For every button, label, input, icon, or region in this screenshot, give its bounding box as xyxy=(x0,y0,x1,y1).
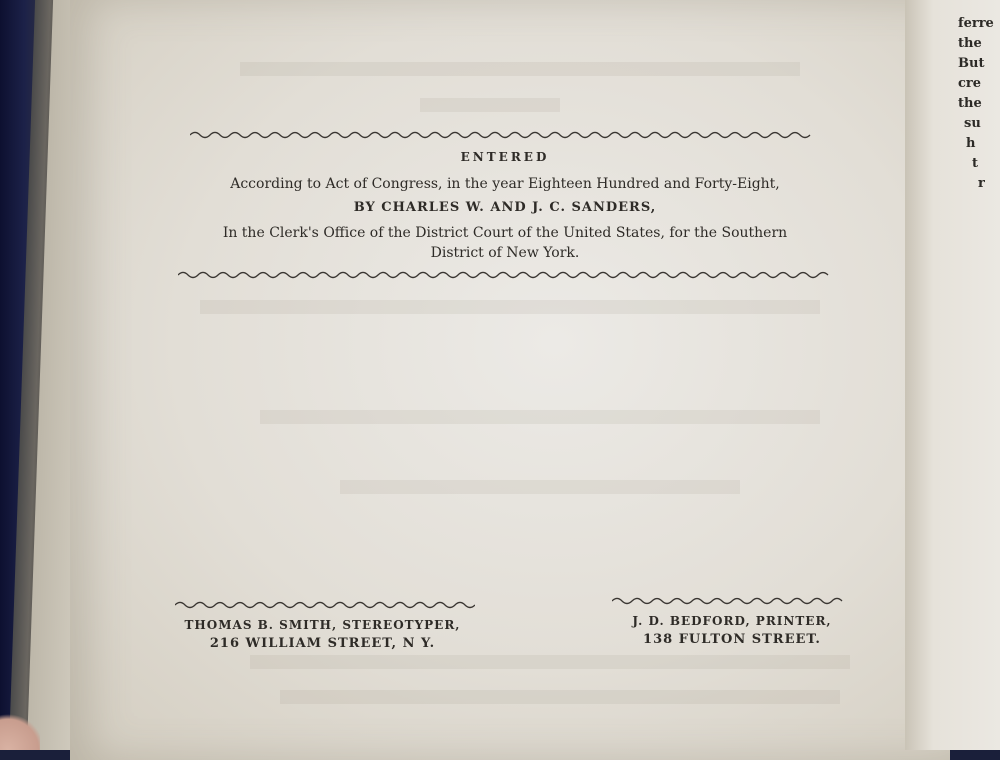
show-through xyxy=(260,410,820,424)
copyright-line-1: According to Act of Congress, in the year Eighteen Hundred and Forty-Eight, xyxy=(230,176,780,192)
show-through xyxy=(240,62,800,76)
facing-page-text xyxy=(958,0,994,194)
wavy-rule-footer-right xyxy=(612,596,844,606)
stereotyper-credit xyxy=(170,618,475,651)
facing-text-fragment: the xyxy=(958,96,982,111)
wavy-rule-footer-left xyxy=(175,600,475,610)
entered-heading: ENTERED xyxy=(460,150,550,164)
show-through xyxy=(280,690,840,704)
stereotyper-address: 216 WILLIAM STREET, N Y. xyxy=(209,636,436,651)
facing-text-fragment: su xyxy=(964,116,981,131)
copyright-line-3: In the Clerk's Office of the District Court of the United States, for the Southern xyxy=(222,225,788,241)
facing-text-fragment: ferre xyxy=(958,16,994,31)
copyright-line-4: District of New York. xyxy=(430,245,580,261)
show-through xyxy=(420,98,560,112)
copyright-line-2: BY CHARLES W. AND J. C. SANDERS, xyxy=(353,200,657,215)
show-through xyxy=(200,300,820,314)
facing-text-fragment: h xyxy=(966,136,976,151)
facing-text-fragment: the xyxy=(958,36,982,51)
facing-text-fragment: But xyxy=(958,56,985,71)
printer-name: J. D. BEDFORD, PRINTER, xyxy=(632,614,832,628)
stereotyper-name: THOMAS B. SMITH, STEREOTYPER, xyxy=(184,618,461,632)
wavy-rule-bottom xyxy=(178,270,830,280)
facing-text-fragment: r xyxy=(978,176,985,191)
facing-text-fragment: cre xyxy=(958,76,982,91)
show-through xyxy=(250,655,850,669)
printer-credit xyxy=(612,614,852,647)
facing-text-fragment: t xyxy=(972,156,979,171)
thumb xyxy=(0,710,40,750)
printer-address: 138 FULTON STREET. xyxy=(643,632,821,647)
show-through xyxy=(340,480,740,494)
wavy-rule-top xyxy=(190,130,815,140)
